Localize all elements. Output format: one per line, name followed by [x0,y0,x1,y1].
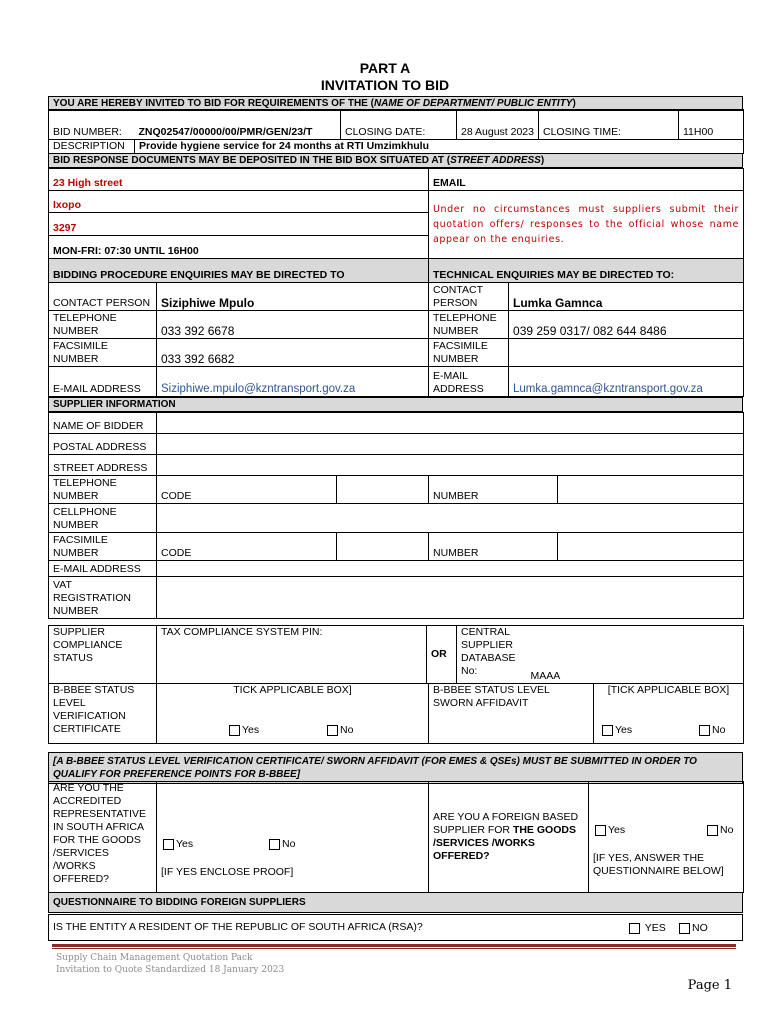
rsa-yes-checkbox[interactable]: YES [629,922,666,935]
questionnaire-table [48,914,743,941]
tick-box-label: TICK APPLICABLE BOX] [233,684,352,696]
checkbox-icon [699,725,710,736]
street-address-label: STREET ADDRESS [49,455,157,476]
bid-number: ZNQ02547/00000/00/PMR/GEN/23/T [135,110,341,140]
page-subtitle: INVITATION TO BID [320,77,450,93]
description-label: DESCRIPTION [49,140,135,154]
compliance-status-label: SUPPLIER COMPLIANCE STATUS [49,626,157,684]
telephone-label: TELEPHONE NUMBER [49,311,157,339]
supplier-email-field[interactable] [157,561,744,577]
page-title: PART A [359,60,411,76]
compliance-table [48,625,744,684]
telephone-code-value[interactable] [337,476,429,504]
tech-email-label: E-MAIL ADDRESS [429,367,509,397]
accredited-no-checkbox[interactable]: No [269,838,295,851]
footer-divider-thin [52,948,736,949]
footer-divider [52,944,736,947]
bid-details-table [48,109,744,154]
bidder-name-field[interactable] [157,413,744,434]
enquiries-table [48,258,744,397]
email-label: E-MAIL ADDRESS [49,367,157,397]
vat-field[interactable] [157,577,744,619]
technical-enquiries-header: TECHNICAL ENQUIRIES MAY BE DIRECTED TO: [429,259,744,283]
page-number: Page 1 [687,978,732,993]
supplier-telephone-label: TELEPHONE NUMBER [49,476,157,504]
fax-code-value[interactable] [337,533,429,561]
bbbee-notice: [A B-BBEE STATUS LEVEL VERIFICATION CERTIFICATE/ SWORN AFFIDAVIT (FOR EMES & QSEs) MUST BE SUBMITTED IN ORDER TO QUALIFY FOR PREFERENCE POINTS FOR B-BBEE] [48,752,743,784]
footer-line-2: Invitation to Quote Standardized 18 January 2023 [56,965,285,975]
csd-field[interactable]: MAAA [527,626,744,684]
bbbee-affidavit-label: B-BBEE STATUS LEVEL SWORN AFFIDAVIT [429,684,594,744]
technical-contact: Lumka Gamnca [509,283,744,311]
accredited-table [48,781,744,893]
foreign-supplier-label: ARE YOU A FOREIGN BASED SUPPLIER FOR THE GOODS /SERVICES /WORKS OFFERED? [429,782,589,893]
checkbox-icon [595,825,606,836]
checkbox-icon [629,923,640,934]
fax-number-field[interactable]: NUMBER [429,533,558,561]
questionnaire-header: QUESTIONNAIRE TO BIDDING FOREIGN SUPPLIERS [48,892,743,913]
foreign-yes-checkbox[interactable]: Yes [595,824,625,837]
technical-fax [509,339,744,367]
closing-time-label: CLOSING TIME: [539,110,679,140]
tech-fax-label: FACSIMILE NUMBER [429,339,509,367]
enclose-proof-note: [IF YES ENCLOSE PROOF] [161,866,294,878]
bidder-name-label: NAME OF BIDDER [49,413,157,434]
cellphone-field[interactable] [157,504,744,533]
tech-telephone-label: TELEPHONE NUMBER [429,311,509,339]
telephone-code-field[interactable]: CODE [157,476,337,504]
address-line-3: 3297 [49,213,429,236]
bidding-contact: Siziphiwe Mpulo [157,283,429,311]
closing-time: 11H00 [679,110,744,140]
rsa-resident-question: IS THE ENTITY A RESIDENT OF THE REPUBLIC OF SOUTH AFRICA (RSA)? [53,921,423,933]
checkbox-icon [163,839,174,850]
email-label: EMAIL [429,169,744,191]
address-line-2: Ixopo [49,191,429,213]
office-hours: MON-FRI: 07:30 UNTIL 16H00 [49,236,429,259]
checkbox-icon [679,923,690,934]
questionnaire-note: [IF YES, ANSWER THE QUESTIONNAIRE BELOW] [593,852,724,877]
bbbee-certificate-label: B-BBEE STATUS LEVEL VERIFICATION CERTIFICATE [49,684,157,744]
bidding-fax: 033 392 6682 [157,339,429,367]
checkbox-icon [707,825,718,836]
street-address-field[interactable] [157,455,744,476]
checkbox-icon [269,839,280,850]
vat-label: VAT REGISTRATION NUMBER [49,577,157,619]
accredited-label: ARE YOU THE ACCREDITED REPRESENTATIVE IN SOUTH AFRICA FOR THE GOODS /SERVICES /WORKS OFFERED? [49,782,157,893]
postal-address-label: POSTAL ADDRESS [49,434,157,455]
invite-header: YOU ARE HEREBY INVITED TO BID FOR REQUIREMENTS OF THE (NAME OF DEPARTMENT/ PUBLIC ENTITY) [48,96,743,111]
csd-label: CENTRAL SUPPLIER DATABASE No: [457,626,527,684]
closing-date-label: CLOSING DATE: [341,110,457,140]
address-table [48,168,744,259]
or-label: OR [427,626,457,684]
footer-line-1: Supply Chain Management Quotation Pack [56,953,253,963]
tax-pin-field[interactable]: TAX COMPLIANCE SYSTEM PIN: [157,626,427,684]
supplier-info-header: SUPPLIER INFORMATION [48,397,743,412]
contact-label: CONTACT PERSON [49,283,157,311]
supplier-fax-label: FACSIMILE NUMBER [49,533,157,561]
cellphone-label: CELLPHONE NUMBER [49,504,157,533]
closing-date: 28 August 2023 [457,110,539,140]
accredited-yes-checkbox[interactable]: Yes [163,838,193,851]
supplier-table [48,412,744,619]
checkbox-icon [327,725,338,736]
checkbox-icon [602,725,613,736]
fax-number-value[interactable] [558,533,744,561]
affidavit-no-checkbox[interactable]: No [699,724,725,737]
bbbee-table [48,683,744,744]
affidavit-yes-checkbox[interactable]: Yes [602,724,632,737]
supplier-email-label: E-MAIL ADDRESS [49,561,157,577]
bid-number-label: BID NUMBER: [49,110,135,140]
technical-email-link[interactable]: Lumka.gamnca@kzntransport.gov.za [509,367,744,397]
footer-text [56,952,284,976]
submission-notice: Under no circumstances must suppliers submit their quotation offers/ responses to the official whose name appear on the enquiries. [429,191,744,259]
cert-yes-checkbox[interactable]: Yes [229,724,259,737]
rsa-no-checkbox[interactable]: NO [679,922,708,935]
bidding-telephone: 033 392 6678 [157,311,429,339]
telephone-number-field[interactable]: NUMBER [429,476,558,504]
address-line-1: 23 High street [49,169,429,191]
fax-code-field[interactable]: CODE [157,533,337,561]
description: Provide hygiene service for 24 months at RTI Umzimkhulu [135,140,744,154]
foreign-no-checkbox[interactable]: No [707,824,733,837]
cert-no-checkbox[interactable]: No [327,724,353,737]
telephone-number-value[interactable] [558,476,744,504]
bidding-email-link[interactable]: Siziphiwe.mpulo@kzntransport.gov.za [157,367,429,397]
tech-contact-label: CONTACT PERSON [429,283,509,311]
postal-address-field[interactable] [157,434,744,455]
technical-telephone: 039 259 0317/ 082 644 8486 [509,311,744,339]
tick-box-label-2: [TICK APPLICABLE BOX] [607,684,730,696]
fax-label: FACSIMILE NUMBER [49,339,157,367]
bidding-enquiries-header: BIDDING PROCEDURE ENQUIRIES MAY BE DIRECTED TO [49,259,429,283]
deposit-header: BID RESPONSE DOCUMENTS MAY BE DEPOSITED IN THE BID BOX SITUATED AT (STREET ADDRESS) [48,153,743,168]
checkbox-icon [229,725,240,736]
